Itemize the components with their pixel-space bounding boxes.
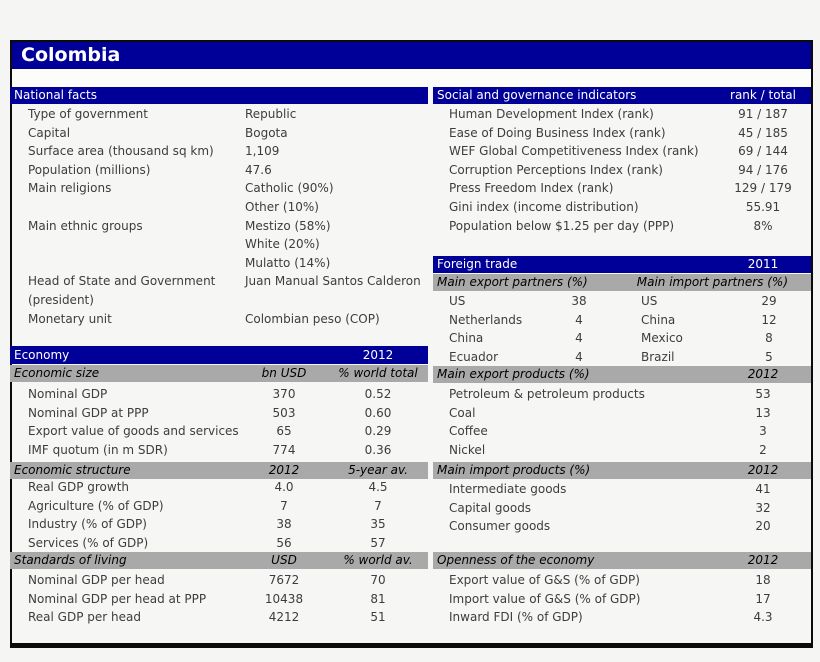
indicator-label: Import value of G&S (% of GDP) (449, 591, 641, 606)
indicator-value-1: 7 (280, 498, 288, 513)
table-row (10, 441, 428, 460)
export-partner-value: 4 (575, 331, 583, 346)
product-value: 3 (759, 424, 767, 439)
indicator-value: 45 / 185 (738, 125, 788, 140)
trade-partners-band (433, 274, 811, 291)
indicator-value-1: 370 (272, 387, 296, 401)
band-title: Openness of the economy (437, 553, 595, 567)
table-row (433, 441, 811, 460)
indicator-value-2: 0.52 (364, 387, 392, 401)
indicator-value-2: 7 (374, 498, 382, 513)
band-year: 2012 (747, 463, 779, 477)
indicator-label: Corruption Perceptions Index (rank) (449, 162, 663, 177)
fact-label: Main ethnic groups (28, 218, 143, 233)
trade-partners-table (433, 292, 811, 366)
band-title: Standards of living (14, 553, 127, 567)
product-value: 13 (755, 405, 771, 420)
indicator-value-2: 4.5 (368, 480, 388, 494)
indicator-label: Gini index (income distribution) (449, 199, 639, 214)
indicator-label: Ease of Doing Business Index (rank) (449, 125, 666, 140)
fact-label: (president) (28, 292, 94, 307)
table-row (433, 385, 811, 404)
fact-label: Type of government (28, 107, 148, 121)
indicator-value-2: 0.60 (364, 405, 392, 420)
column-header: % world total (338, 366, 418, 380)
band-title: Main import products (%) (437, 463, 591, 477)
fact-label (28, 235, 245, 254)
indicator-label: Nominal GDP (28, 387, 108, 401)
indicator-label: WEF Global Competitiveness Index (rank) (449, 144, 699, 159)
import-partner-value: 8 (765, 331, 773, 346)
table-row (10, 217, 428, 236)
export-partner-label: Netherlands (449, 312, 523, 327)
table-row (433, 329, 811, 348)
table-row (433, 161, 811, 180)
table-row (10, 310, 428, 329)
table-row (433, 348, 811, 367)
indicator-value: 4.3 (753, 610, 773, 625)
table-row (433, 571, 811, 590)
table-row (10, 478, 428, 497)
fact-value: Republic (245, 107, 297, 121)
product-value: 32 (755, 500, 771, 515)
indicator-label: Population below $1.25 per day (PPP) (449, 218, 675, 233)
fact-label (28, 254, 245, 273)
indicator-label: Export value of G&S (% of GDP) (449, 573, 640, 587)
product-label: Capital goods (449, 500, 532, 515)
section-title: Foreign trade (437, 257, 518, 271)
indicator-value-1: 7672 (268, 573, 300, 587)
page-title: Colombia (12, 42, 811, 69)
fact-label: Surface area (thousand sq km) (28, 144, 214, 159)
table-row (433, 142, 811, 161)
fact-value: Bogota (245, 125, 288, 140)
indicator-value: 91 / 187 (738, 107, 788, 121)
table-row (433, 517, 811, 536)
fact-value: Mulatto (14%) (245, 255, 331, 270)
product-label: Consumer goods (449, 519, 551, 534)
column-header: USD (271, 553, 297, 567)
indicator-value-2: 81 (370, 591, 386, 606)
column-header: 2012 (268, 463, 300, 477)
table-row (10, 571, 428, 590)
table-row (10, 534, 428, 553)
fact-label: Population (millions) (28, 162, 151, 177)
indicator-value-1: 774 (272, 442, 296, 457)
indicator-value-1: 56 (276, 535, 292, 550)
band-title: Main export partners (%) (437, 275, 588, 289)
product-label: Intermediate goods (449, 482, 567, 496)
import-partner-value: 12 (761, 312, 777, 327)
indicator-value: 17 (755, 591, 771, 606)
indicator-label: Human Development Index (rank) (449, 107, 654, 121)
import-partner-label: US (641, 294, 658, 308)
economic-size-table (10, 385, 428, 459)
indicator-label: Industry (% of GDP) (28, 517, 147, 532)
product-label: Petroleum & petroleum products (449, 387, 645, 401)
export-partner-value: 4 (575, 312, 583, 327)
fact-value: Catholic (90%) (245, 181, 334, 196)
national-facts-header (10, 87, 428, 104)
indicator-value-1: 503 (272, 405, 296, 420)
indicator-value-2: 51 (370, 610, 386, 625)
indicator-value-1: 38 (276, 517, 292, 532)
export-products-table (433, 385, 811, 459)
table-row (433, 217, 811, 236)
standards-of-living-table (10, 571, 428, 627)
product-value: 2 (759, 442, 767, 457)
product-value: 20 (755, 519, 771, 534)
band-title: Main import partners (%) (636, 275, 788, 289)
title-separator (12, 69, 811, 87)
fact-value: Juan Manual Santos Calderon (245, 274, 421, 289)
fact-value: Mestizo (58%) (245, 218, 331, 233)
table-row (10, 497, 428, 516)
table-row (433, 179, 811, 198)
import-partner-label: China (641, 312, 676, 327)
fact-label: Head of State and Government (28, 274, 216, 289)
export-partner-label: Ecuador (449, 349, 499, 364)
indicator-value-1: 4212 (268, 610, 300, 625)
fact-value: Colombian peso (COP) (245, 311, 380, 326)
table-row (10, 179, 428, 198)
table-row (433, 608, 811, 627)
fact-value (245, 291, 428, 310)
table-row (10, 515, 428, 534)
indicator-label: Press Freedom Index (rank) (449, 181, 614, 196)
indicator-value: 18 (755, 573, 771, 587)
table-row (10, 385, 428, 404)
export-partner-label: US (449, 294, 466, 308)
table-row (10, 272, 428, 291)
table-row (10, 254, 428, 273)
indicator-label: Services (% of GDP) (28, 535, 149, 550)
table-row (433, 499, 811, 518)
indicator-value-1: 4.0 (274, 480, 294, 494)
table-row (433, 480, 811, 499)
fact-label: Monetary unit (28, 311, 112, 326)
product-label: Coal (449, 405, 476, 420)
section-title: Social and governance indicators (437, 88, 637, 102)
import-partner-label: Mexico (641, 331, 683, 346)
section-year: 2011 (747, 257, 779, 271)
table-row (433, 105, 811, 124)
table-row (10, 142, 428, 161)
table-row (10, 124, 428, 143)
indicator-label: Inward FDI (% of GDP) (449, 610, 583, 625)
table-row (433, 590, 811, 609)
table-row (10, 235, 428, 254)
economy-header (10, 346, 428, 364)
export-partner-label: China (449, 331, 484, 346)
table-row (10, 590, 428, 609)
section-year: 2012 (362, 348, 394, 362)
export-partner-value: 4 (575, 349, 583, 364)
social-governance-header (433, 87, 811, 104)
import-products-band (433, 462, 811, 479)
import-products-table (433, 480, 811, 536)
section-title: Economy (14, 348, 70, 362)
import-partner-value: 29 (761, 294, 777, 308)
section-title: National facts (14, 88, 97, 102)
table-row (433, 311, 811, 330)
indicator-label: Nominal GDP per head (28, 573, 165, 587)
indicator-value: 55.91 (745, 199, 781, 214)
band-year: 2012 (747, 553, 779, 567)
indicator-value-2: 70 (370, 573, 386, 587)
table-row (10, 291, 428, 310)
indicator-label: Real GDP per head (28, 610, 141, 625)
table-row (433, 422, 811, 441)
openness-table (433, 571, 811, 627)
product-label: Coffee (449, 424, 488, 439)
table-row (10, 105, 428, 124)
indicator-value-2: 0.36 (364, 442, 392, 457)
export-partner-value: 38 (571, 294, 587, 308)
national-facts-table (10, 105, 428, 328)
fact-value: Other (10%) (245, 199, 319, 214)
table-row (10, 422, 428, 441)
indicator-value: 129 / 179 (734, 181, 792, 196)
indicator-label: Nominal GDP at PPP (28, 405, 149, 420)
column-header: bn USD (261, 366, 307, 380)
social-governance-table (433, 105, 811, 235)
indicator-value: 69 / 144 (738, 144, 788, 159)
band-title: Main export products (%) (437, 367, 590, 381)
table-row (433, 198, 811, 217)
table-row (10, 161, 428, 180)
foreign-trade-header (433, 256, 811, 273)
column-header: rank / total (730, 88, 796, 102)
standards-of-living-band (10, 552, 428, 569)
product-label: Nickel (449, 442, 486, 457)
table-row (10, 608, 428, 627)
import-partner-label: Brazil (641, 349, 675, 364)
product-value: 41 (755, 482, 771, 496)
table-row (433, 404, 811, 423)
fact-value: White (20%) (245, 237, 320, 252)
indicator-value: 94 / 176 (738, 162, 788, 177)
column-header: 5-year av. (348, 463, 408, 477)
indicator-value-2: 57 (370, 535, 386, 550)
economic-size-band (10, 365, 428, 382)
fact-value: 1,109 (245, 144, 280, 159)
indicator-value-1: 10438 (264, 591, 304, 606)
economic-structure-table (10, 478, 428, 552)
indicator-value-2: 0.29 (364, 424, 392, 439)
indicator-value-2: 35 (370, 517, 386, 532)
fact-label: Main religions (28, 181, 112, 196)
export-products-band (433, 366, 811, 383)
indicator-label: Real GDP growth (28, 480, 130, 494)
column-header: % world av. (343, 553, 413, 567)
spacer (240, 346, 328, 364)
table-row (433, 292, 811, 311)
fact-label: Capital (28, 125, 71, 140)
table-row (433, 124, 811, 143)
indicator-label: Export value of goods and services (28, 424, 239, 439)
table-row (10, 404, 428, 423)
indicator-label: Nominal GDP per head at PPP (28, 591, 207, 606)
economic-structure-band (10, 462, 428, 479)
band-year: 2012 (747, 367, 779, 381)
table-row (10, 198, 428, 217)
fact-value: 47.6 (245, 162, 272, 177)
indicator-value-1: 65 (276, 424, 292, 439)
import-partner-value: 5 (765, 349, 773, 364)
product-value: 53 (755, 387, 771, 401)
openness-band (433, 552, 811, 569)
band-title: Economic structure (14, 463, 131, 477)
indicator-value: 8% (753, 218, 773, 233)
indicator-label: Agriculture (% of GDP) (28, 498, 164, 513)
band-title: Economic size (14, 366, 100, 380)
fact-label (28, 198, 245, 217)
indicator-label: IMF quotum (in m SDR) (28, 442, 168, 457)
